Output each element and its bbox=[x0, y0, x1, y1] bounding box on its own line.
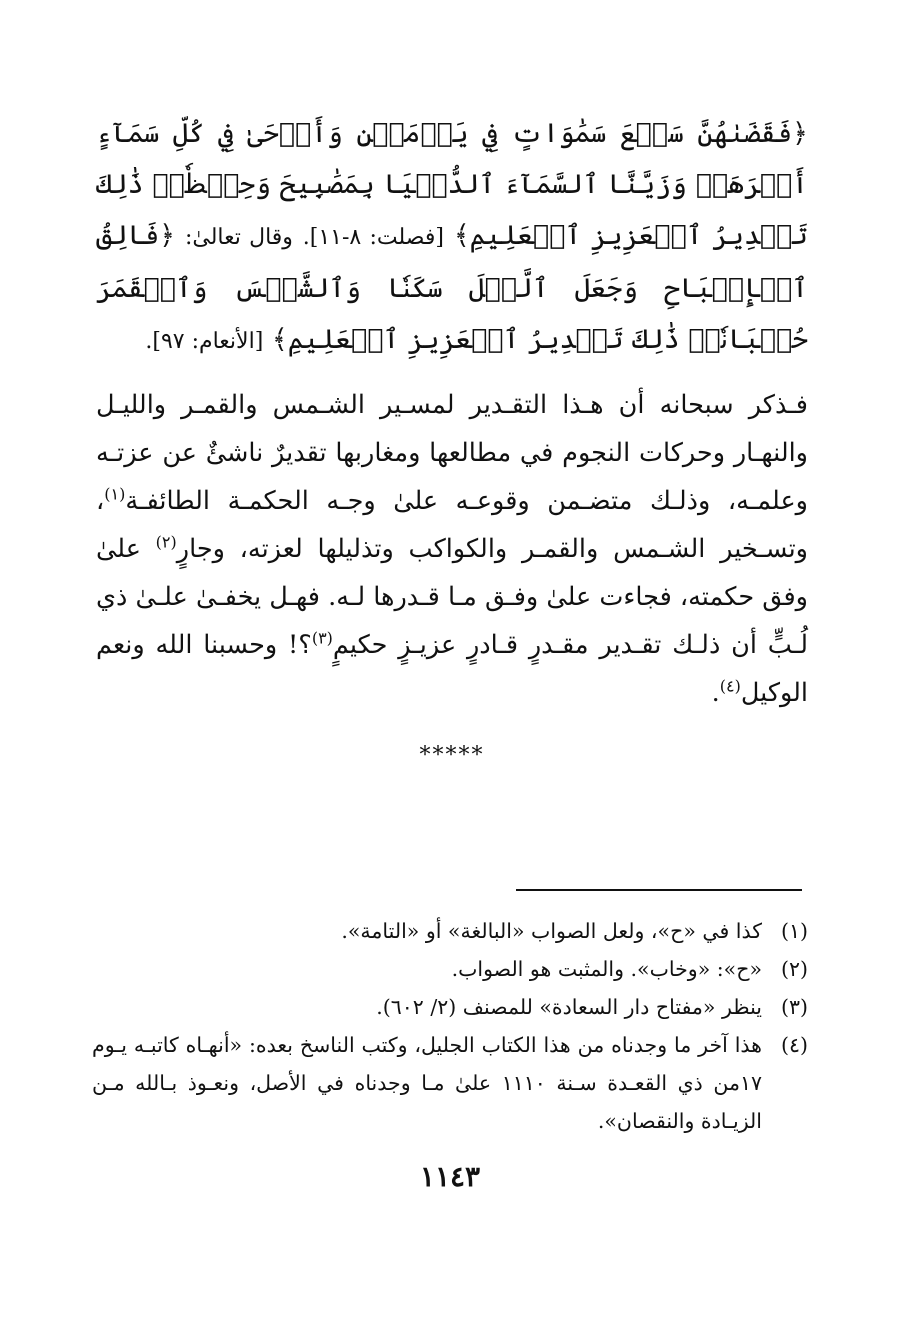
footnote-number: (٤) bbox=[780, 1033, 808, 1057]
paragraph-segment: فـذكر سبحانه أن هـذا التقـدير لمسـير الشـمس والقمـر والليـل والنهـار وحركات النجوم في مطالعها ومغاربها تقديرٌ ناشئٌ عن عزتـه وعلمـه، وذلـك متضـمن وقوعـه علىٰ وجـه الحكمـة الطائفـة bbox=[96, 390, 808, 516]
footnote-item bbox=[92, 988, 808, 1026]
footnote-text: ينظر «مفتاح دار السعادة» للمصنف (٢/ ٦٠٢). bbox=[376, 995, 762, 1019]
quran-verse-anam: ﴿فَالِقُ ٱلۡإِصۡبَاحِ وَجَعَلَ ٱلَّيۡلَ سَكَنٗا وَٱلشَّمۡسَ وَٱلۡقَمَرَ حُسۡبَانٗاۚ ذَٰلِكَ تَقۡدِيرُ ٱلۡعَزِيزِ ٱلۡعَلِيمِ﴾ bbox=[96, 220, 808, 355]
paragraph-segment: ؟! وحسبنا الله ونعم الوكيل bbox=[96, 630, 808, 708]
footnote-item bbox=[92, 912, 808, 950]
page-body bbox=[96, 108, 808, 768]
footnote-text: «ح»: «وخاب». والمثبت هو الصواب. bbox=[451, 957, 762, 981]
paragraph-segment: . bbox=[711, 678, 720, 708]
footnote-marker-2[interactable]: (٢) bbox=[155, 532, 177, 552]
paragraph-segment: ، وتسـخير الشـمس والقمـر والكواكب وتذليلها لعزته، وجارٍ bbox=[96, 486, 808, 564]
footnotes-list bbox=[92, 912, 808, 1140]
section-end-stars: ***** bbox=[419, 742, 485, 768]
verse-reference-anam: [الأنعام: ٩٧]. bbox=[145, 329, 264, 354]
footnote-marker-1[interactable]: (١) bbox=[104, 484, 126, 504]
footnote-marker-3[interactable]: (٣) bbox=[311, 628, 333, 648]
commentary-paragraph bbox=[96, 381, 808, 717]
paragraph-segment: علىٰ وفق حكمته، فجاءت علىٰ وفـق مـا قـدرها لـه. فهـل يخفـىٰ علـىٰ ذي لُـبٍّ أن ذلـك تقـدير مقـدرٍ قـادرٍ عزيـزٍ حكيمٍ bbox=[96, 534, 808, 660]
quote-connector: وقال تعالىٰ: bbox=[184, 225, 293, 250]
footnote-number: (٢) bbox=[780, 957, 808, 981]
quran-quotation bbox=[96, 108, 808, 367]
footnote-item bbox=[92, 950, 808, 988]
footnote-marker-4[interactable]: (٤) bbox=[719, 676, 741, 696]
quran-verse-fussilat: ﴿فَقَضَىٰهُنَّ سَبۡعَ سَمَٰوَاتٍ فِي يَوۡمَيۡنِ وَأَوۡحَىٰ فِي كُلِّ سَمَآءٍ أَمۡرَهَاۚ وَزَيَّنَّا ٱلسَّمَآءَ ٱلدُّنۡيَا بِمَصَٰبِيحَ وَحِفۡظٗاۚ ذَٰلِكَ تَقۡدِيرُ ٱلۡعَزِيزِ ٱلۡعَلِيمِ﴾ bbox=[96, 118, 808, 251]
footnote-separator bbox=[516, 889, 802, 891]
footnote-text: هذا آخر ما وجدناه من هذا الكتاب الجليل، وكتب الناسخ بعده: «أنهـاه كاتبـه يـوم ١٧من ذي القعـدة سـنة ١١١٠ علىٰ مـا وجدناه في الأصل، ونعـوذ بـالله مـن الزيـادة والنقصان». bbox=[92, 1033, 762, 1133]
footnote-text: كذا في «ح»، ولعل الصواب «البالغة» أو «التامة». bbox=[341, 919, 762, 943]
verse-reference-fussilat: [فصلت: ٨-١١]. bbox=[302, 225, 444, 250]
footnote-number: (٣) bbox=[780, 995, 808, 1019]
page-number: ١١٤٣ bbox=[419, 1160, 481, 1193]
footnote-number: (١) bbox=[780, 919, 808, 943]
footnote-item bbox=[92, 1026, 808, 1140]
